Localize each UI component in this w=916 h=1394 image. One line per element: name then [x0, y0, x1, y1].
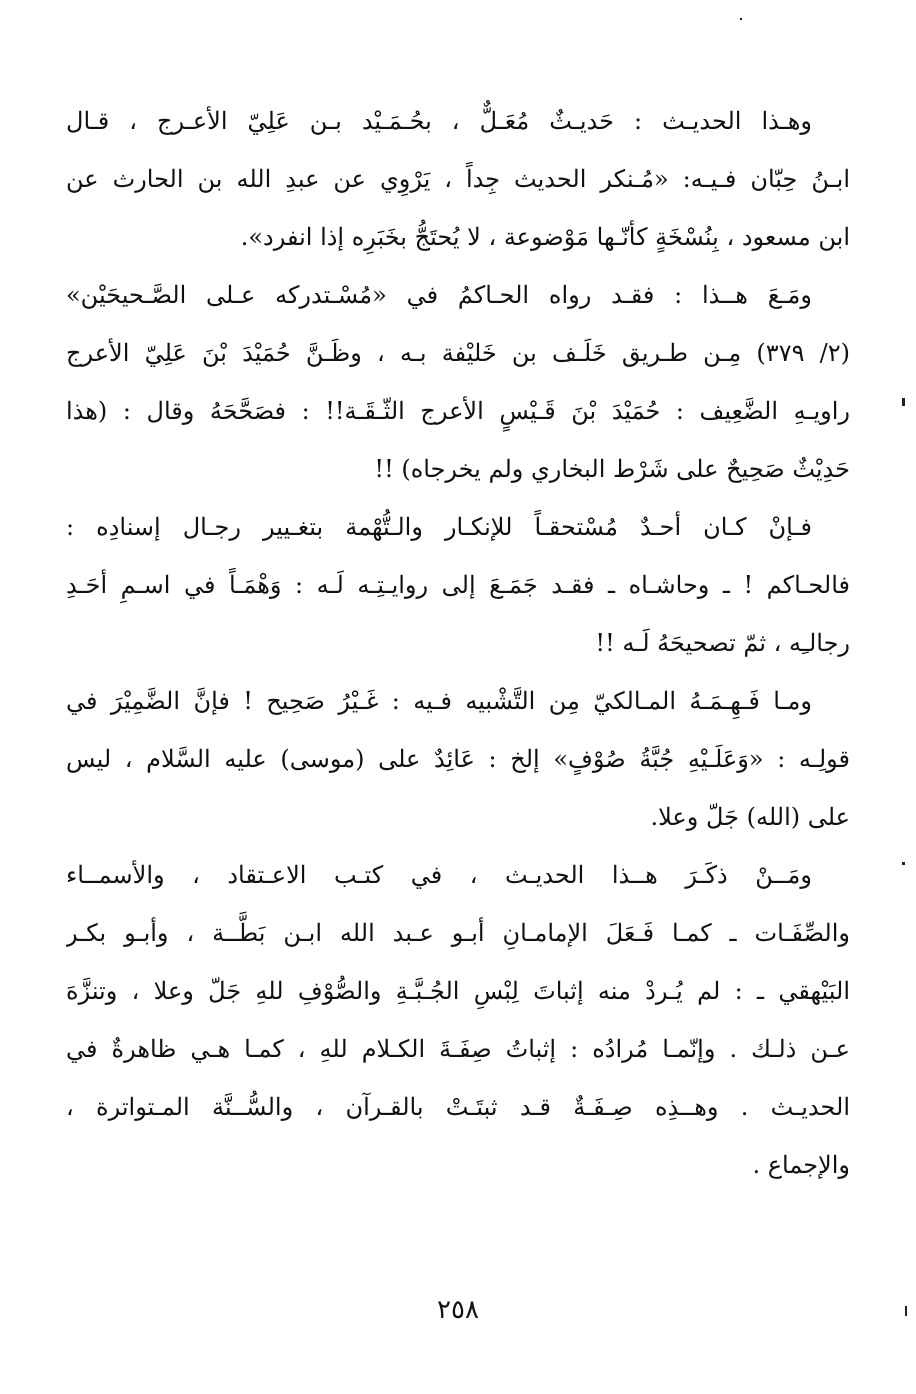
text-line: والصِّفَـات ـ كمـا فَـعَلَ الإمامـانِ أبـو عـبد الله ابـن بَطَّــة ، وأبـو بكـر	[66, 919, 850, 947]
text-line: قولِـه : «وَعَلَـيْهِ جُبَّةُ صُوْفٍ» إلخ : عَائِدٌ على (موسى) عليه السَّلام ، ليس	[66, 745, 850, 773]
page-number: ٢٥٨	[437, 1295, 479, 1325]
scan-speck	[902, 862, 905, 865]
text-line: ابن مسعود ، بِنُسْخَةٍ كأنّـها مَوْضوعة ، لا يُحتَجُّ بخَبَرِه إذا انفرد».	[240, 223, 850, 251]
text-line: ومَـعَ هــذا : فقـد رواه الحـاكمُ في «مُسْـتدركه عـلى الصَّـحيحَيْن»	[66, 281, 812, 309]
body-text	[66, 92, 850, 1194]
text-line: حَدِيْثٌ صَحِيحٌ على شَرْط البخاري ولم يخرجاه) !!	[374, 455, 850, 483]
scan-speck	[902, 398, 905, 406]
text-line: فـإنْ كـان أحـدٌ مُسْتحقـاً للإنكـار والـتُّهْمة بتغـيير رجـال إسنادِه :	[66, 513, 812, 541]
text-line: ومَــنْ ذكَـرَ هــذا الحديـث ، في كتـب الاعـتقاد ، والأسمــاء	[66, 861, 812, 889]
text-line: البَيْهقي ـ : لم يُـردْ منه إثباتَ لِبْسِ الجُـبَّـةِ والصُّوْفِ للهِ جَلّ وعلا ، وتنزَّهَ	[66, 977, 850, 1005]
text-line: على (الله) جَلّ وعلا.	[650, 803, 850, 831]
text-line: رجالـِه ، ثمّ تصحيحَهُ لَـه !!	[595, 629, 850, 657]
text-line: راويـهِ الضَّعِيف : حُمَيْدَ بْنَ قَـيْسٍ الأعرج الثّـقَـة!! : فصَحَّحَهُ وقال : (هذا	[66, 397, 850, 425]
text-line: وهـذا الحديـث : حَديـثٌ مُعَـلٌّ ، بحُـمَـيْد بـن عَلِيّ الأعـرج ، قـال	[66, 107, 812, 135]
text-line: والإجماع .	[752, 1151, 850, 1179]
scan-speck	[905, 1306, 907, 1316]
scan-speck	[740, 18, 742, 20]
text-line: ومـا فَـهِـمَـهُ المـالكيّ مِن التَّشْبيه فـيه : غَـيْرُ صَحِيح ! فإنَّ الضَّمِيْرَ في	[66, 687, 812, 715]
text-line: الحديـث . وهــذِه صِـفَـةٌ قـد ثبتَـتْ بالقـرآن ، والسُّــنَّة المـتواترة ،	[66, 1093, 850, 1121]
text-line: فالحـاكم ! ـ وحاشـاه ـ فقـد جَمَـعَ إلى روايـتِـه لَـه : وَهْمَـاً في اسـمِ أحَـدِ	[66, 571, 850, 599]
text-line: عـن ذلـك . وإنّمـا مُرادُه : إثباتُ صِفَـةَ الكـلام للهِ ، كمـا هـي ظاهرةٌ في	[66, 1035, 850, 1063]
text-line: ابـنُ حِبّان فـيـه: «مُـنكر الحديث جِداً ، يَرْوِي عن عبدِ الله بن الحارث عن	[66, 165, 850, 193]
text-line: (٢/ ٣٧٩) مِـن طـريق خَلَـف بن خَليْفة بـه ، وظَـنَّ حُمَيْدَ بْنَ عَلِيّ الأعرج	[66, 339, 850, 367]
